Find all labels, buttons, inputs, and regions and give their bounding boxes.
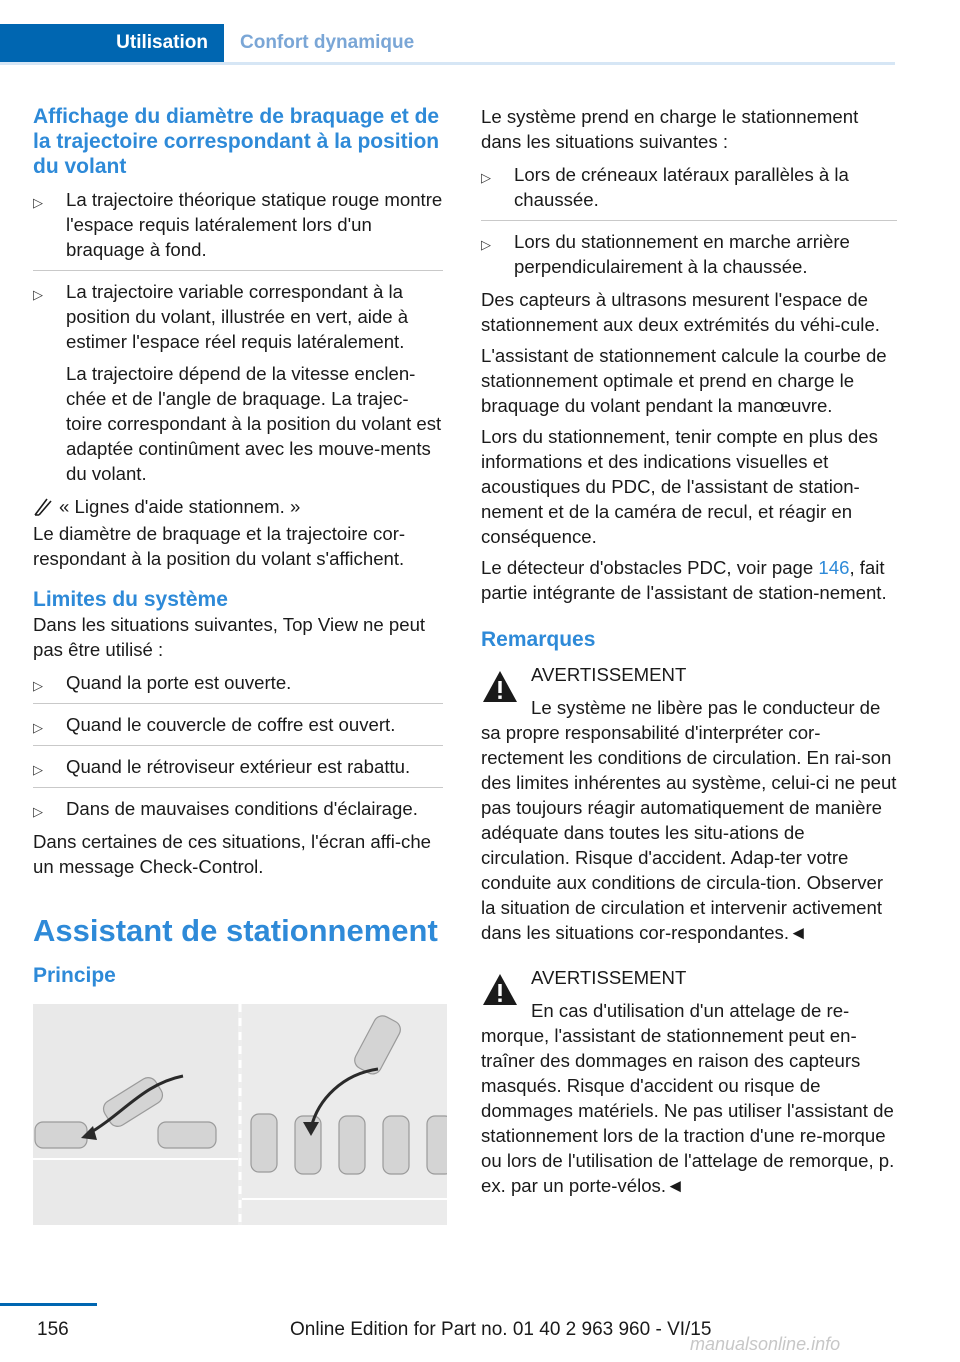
menu-pen-icon (33, 497, 53, 517)
paragraph: Des capteurs à ultrasons mesurent l'espace de stationnement aux deux extrémités du véhi‐cule. (481, 289, 880, 335)
bullet-arrow-icon: ▷ (33, 195, 43, 210)
list-item-text: Quand la porte est ouverte. (66, 672, 292, 693)
paragraph-text: , fait partie intégrante de l'assistant de station‐nement. (481, 557, 887, 603)
section-heading-remarques: Remarques (481, 628, 596, 651)
parking-illustration (33, 1004, 447, 1225)
paragraph: L'assistant de stationnement calcule la courbe de stationnement optimale et prend en charge le braquage du volant pendant la manœuvre. (481, 345, 887, 416)
tab-utilisation[interactable]: Utilisation (0, 24, 224, 62)
warning-triangle-icon (481, 668, 519, 706)
section-heading-affichage: Affichage du diamètre de braquage et de la trajectoire correspondant à la position du volant (33, 105, 440, 178)
right-column (481, 104, 897, 1198)
paragraph: Le diamètre de braquage et la trajectoire cor‐respondant à la position du volant s'affichent. (33, 523, 406, 569)
paragraph: Dans les situations suivantes, Top View ne peut pas être utilisé : (33, 614, 426, 660)
warning-title: AVERTISSEMENT (531, 967, 687, 988)
list-item-continuation: La trajectoire dépend de la vitesse enclen‐chée et de l'angle de braquage. La trajec‐toire correspondant à la position du volant est adaptée continûment avec les mouve‐ments du volant. (66, 363, 442, 484)
paragraph: Le système prend en charge le stationnement dans les situations suivantes : (481, 106, 859, 152)
list-item-text: La trajectoire variable correspondant à la position du volant, illustrée en vert, aide à estimer l'espace réel requis latéralement. (66, 281, 409, 352)
warning-block (481, 965, 897, 990)
parking-diagram (33, 1004, 447, 1225)
section-heading-principe: Principe (33, 964, 116, 987)
warning-text: En cas d'utilisation d'un attelage de re‐morque, l'assistant de stationnement peut en‐traîner des dommages en raison des capteurs masqués. Risque d'accident ou risque de dommages matériels. Ne pas utiliser l'assistant de stationnement lors de la traction d'une re‐morque ou lors de l'utilisation de l'attelage de remorque, p. ex. par un porte-vélos.◄ (481, 1000, 895, 1196)
list-item (33, 754, 443, 779)
paragraph: Dans certaines de ces situations, l'écran affi‐che un message Check-Control. (33, 831, 432, 877)
bullet-arrow-icon: ▷ (481, 237, 491, 252)
list-item-text: Quand le rétroviseur extérieur est rabattu. (66, 756, 411, 777)
list-item (33, 796, 443, 821)
divider (481, 220, 897, 221)
warning-block (481, 662, 897, 687)
footer-rule (0, 1303, 97, 1306)
divider (33, 787, 443, 788)
paragraph-text: Le détecteur d'obstacles PDC, voir page (481, 557, 819, 578)
bullet-arrow-icon: ▷ (33, 678, 43, 693)
divider (33, 703, 443, 704)
list-item (481, 229, 897, 279)
list-item (33, 279, 443, 486)
divider (33, 270, 443, 271)
paragraph-pdc (481, 555, 897, 605)
tab-confort-dynamique[interactable]: Confort dynamique (240, 32, 415, 53)
page-number: 156 (37, 1319, 69, 1340)
paragraph: Lors du stationnement, tenir compte en plus des informations et des indications visuelles et acoustiques du PDC, de l'assistant de station‐nement et de la caméra de recul, et réagir en conséquence. (481, 426, 878, 547)
list-item (33, 187, 443, 262)
list-item-text: Lors de créneaux latéraux parallèles à la chaussée. (514, 164, 849, 210)
list-item (481, 162, 897, 212)
list-item-text: Quand le couvercle de coffre est ouvert. (66, 714, 396, 735)
warning-text: Le système ne libère pas le conducteur de sa propre responsabilité d'interpréter cor‐rectement les conditions de circulation. En rai‐son des limites inhérentes au système, celui-ci ne peut pas toujours réagir automatiquement de manière adéquate dans toutes les situ‐ations de circulation. Risque d'accident. Adap‐ter votre conduite aux conditions de circula‐tion. Observer la situation de circulation et intervenir activement dans les situations cor‐respondantes.◄ (481, 697, 897, 943)
chapter-title: Assistant de stationnement (33, 913, 438, 948)
edition-note: Online Edition for Part no. 01 40 2 963 960 - VI/15 (290, 1319, 712, 1340)
list-item-text: Lors du stationnement en marche arrière perpendiculairement à la chaussée. (514, 231, 850, 277)
bullet-arrow-icon: ▷ (33, 287, 43, 302)
warning-triangle-icon (481, 971, 519, 1009)
list-item (33, 712, 443, 737)
bullet-arrow-icon: ▷ (33, 762, 43, 777)
list-item (33, 670, 443, 695)
menu-path (33, 494, 443, 519)
list-item-text: La trajectoire théorique statique rouge montre l'espace requis latéralement lors d'un braquage à fond. (66, 189, 443, 260)
list-item-text: Dans de mauvaises conditions d'éclairage. (66, 798, 418, 819)
watermark: manualsonline.info (690, 1334, 841, 1354)
menu-item-lignes-aide: « Lignes d'aide stationnem. » (59, 496, 301, 517)
bullet-arrow-icon: ▷ (33, 804, 43, 819)
page-link[interactable]: 146 (818, 557, 850, 578)
section-heading-limites: Limites du système (33, 588, 228, 611)
left-column (33, 104, 443, 1225)
bullet-arrow-icon: ▷ (33, 720, 43, 735)
divider (33, 745, 443, 746)
warning-title: AVERTISSEMENT (531, 664, 687, 685)
bullet-arrow-icon: ▷ (481, 170, 491, 185)
